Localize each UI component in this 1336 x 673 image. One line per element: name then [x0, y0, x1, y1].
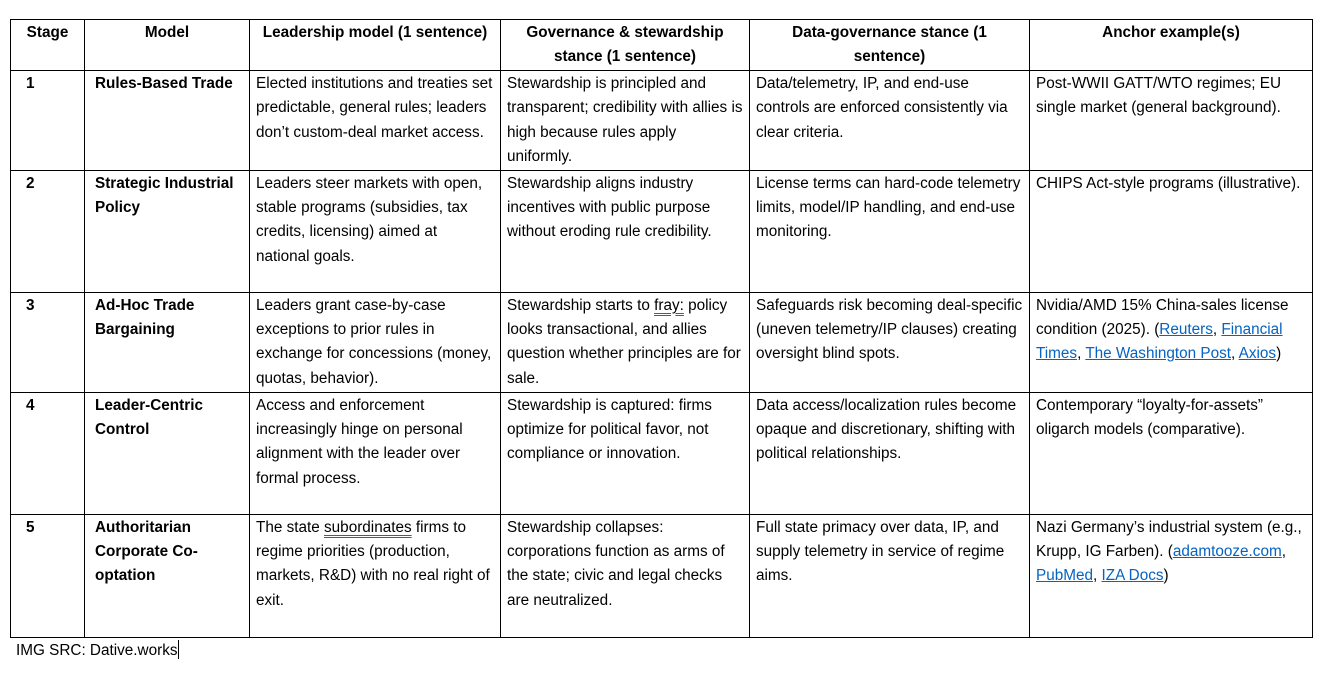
stage-cell: 5: [11, 514, 85, 637]
cell-text: policy looks transactional, and allies question whether principles are for sale.: [507, 296, 741, 387]
cell-text: ): [1276, 345, 1282, 363]
source-link[interactable]: adamtooze.com: [1172, 543, 1282, 561]
stage-cell: 1: [11, 71, 85, 171]
leadership-cell: [250, 71, 501, 171]
stages-table: [10, 19, 1313, 638]
model-cell: Strategic Industrial Policy: [85, 170, 250, 292]
cell-text: ,: [1092, 567, 1102, 585]
model-cell: Rules-Based Trade: [85, 71, 250, 171]
cell-text: Post-WWII GATT/WTO regimes; EU single market (general background).: [1036, 75, 1282, 117]
table-row: [11, 71, 1313, 171]
cell-text: ,: [1231, 345, 1239, 363]
cell-text: Stewardship aligns industry incentives with public purpose without eroding rule credibility.: [507, 174, 712, 241]
cell-text: ): [1163, 567, 1169, 585]
table-row: [11, 170, 1313, 292]
data-cell: [750, 71, 1030, 171]
leadership-cell: [250, 170, 501, 292]
governance-cell: [501, 292, 750, 392]
leadership-cell: [250, 514, 501, 637]
model-cell: Leader-Centric Control: [85, 392, 250, 514]
cell-text: Elected institutions and treaties set predictable, general rules; leaders don’t custom-deal market access.: [256, 75, 493, 141]
stage-cell: 4: [11, 392, 85, 514]
cell-text: Safeguards risk becoming deal-specific (uneven telemetry/IP clauses) creating oversight blind spots.: [756, 296, 1023, 363]
cell-text: Full state primacy over data, IP, and supply telemetry in service of regime aims.: [756, 518, 1005, 585]
text-cursor: [178, 640, 179, 659]
header-anchor: Anchor example(s): [1030, 20, 1313, 71]
leadership-cell: [250, 292, 501, 392]
source-link[interactable]: Financial Times: [1036, 321, 1283, 363]
table-row: [11, 392, 1313, 514]
anchor-cell: [1030, 392, 1313, 514]
anchor-cell: [1030, 514, 1313, 637]
cell-text: ,: [1281, 543, 1286, 561]
governance-cell: [501, 514, 750, 637]
cell-text: License terms can hard-code telemetry limits, model/IP handling, and end-use monitoring.: [756, 174, 1021, 241]
flagged-word: subordinates: [324, 518, 412, 536]
cell-text: ,: [1212, 321, 1222, 339]
table-row: [11, 514, 1313, 637]
header-governance: Governance & stewardship stance (1 sentence): [501, 20, 750, 71]
cell-text: Stewardship is principled and transparent; credibility with allies is high because rules apply uniformly.: [507, 75, 743, 166]
header-stage: Stage: [11, 20, 85, 71]
stage-cell: 3: [11, 292, 85, 392]
data-cell: [750, 292, 1030, 392]
cell-text: Leaders steer markets with open, stable programs (subsidies, tax credits, licensing) aimed at national goals.: [256, 174, 483, 265]
cell-text: CHIPS Act-style programs (illustrative).: [1036, 174, 1301, 192]
anchor-cell: [1030, 71, 1313, 171]
data-cell: [750, 170, 1030, 292]
model-cell: Authoritarian Corporate Co-optation: [85, 514, 250, 637]
cell-text: Stewardship is captured: firms optimize for political favor, not compliance or innovation.: [507, 396, 712, 463]
governance-cell: [501, 392, 750, 514]
governance-cell: [501, 71, 750, 171]
header-data-governance: Data-governance stance (1 sentence): [750, 20, 1030, 71]
flagged-word: fray:: [654, 296, 684, 314]
data-cell: [750, 514, 1030, 637]
cell-text: Contemporary “loyalty-for-assets” oligarch models (comparative).: [1036, 396, 1263, 439]
leadership-cell: [250, 392, 501, 514]
data-cell: [750, 392, 1030, 514]
cell-text: ,: [1077, 345, 1086, 363]
cell-text: Data/telemetry, IP, and end-use controls are enforced consistently via clear criteria.: [756, 75, 1008, 141]
source-link[interactable]: The Washington Post: [1085, 345, 1231, 363]
table-header-row: [11, 20, 1313, 71]
cell-text: Access and enforcement increasingly hinge on personal alignment with the leader over formal process.: [256, 396, 463, 487]
governance-cell: [501, 170, 750, 292]
header-model: Model: [85, 20, 250, 71]
source-link[interactable]: Axios: [1238, 345, 1277, 363]
cell-text: The state: [256, 518, 325, 536]
cell-text: Nvidia/AMD 15% China-sales license condition (2025). (: [1036, 296, 1289, 339]
caption-text: IMG SRC: Dative.works: [16, 642, 178, 659]
anchor-cell: [1030, 170, 1313, 292]
header-leadership: Leadership model (1 sentence): [250, 20, 501, 71]
cell-text: Nazi Germany’s industrial system (e.g., Krupp, IG Farben). (: [1036, 518, 1302, 561]
source-link[interactable]: IZA Docs: [1101, 567, 1164, 585]
cell-text: Stewardship collapses: corporations function as arms of the state; civic and legal checks are neutralized.: [507, 518, 725, 609]
table-row: [11, 292, 1313, 392]
cell-text: Leaders grant case-by-case exceptions to prior rules in exchange for concessions (money, quotas, behavior).: [256, 296, 492, 387]
anchor-cell: [1030, 292, 1313, 392]
cell-text: firms to regime priorities (production, markets, R&D) with no real right of exit.: [256, 518, 490, 609]
image-source-caption: [16, 639, 179, 663]
source-link[interactable]: PubMed: [1036, 567, 1093, 585]
stage-cell: 2: [11, 170, 85, 292]
cell-text: Data access/localization rules become opaque and discretionary, shifting with political relationships.: [756, 396, 1017, 463]
model-cell: Ad-Hoc Trade Bargaining: [85, 292, 250, 392]
source-link[interactable]: Reuters: [1159, 321, 1213, 339]
cell-text: Stewardship starts to: [507, 296, 655, 314]
